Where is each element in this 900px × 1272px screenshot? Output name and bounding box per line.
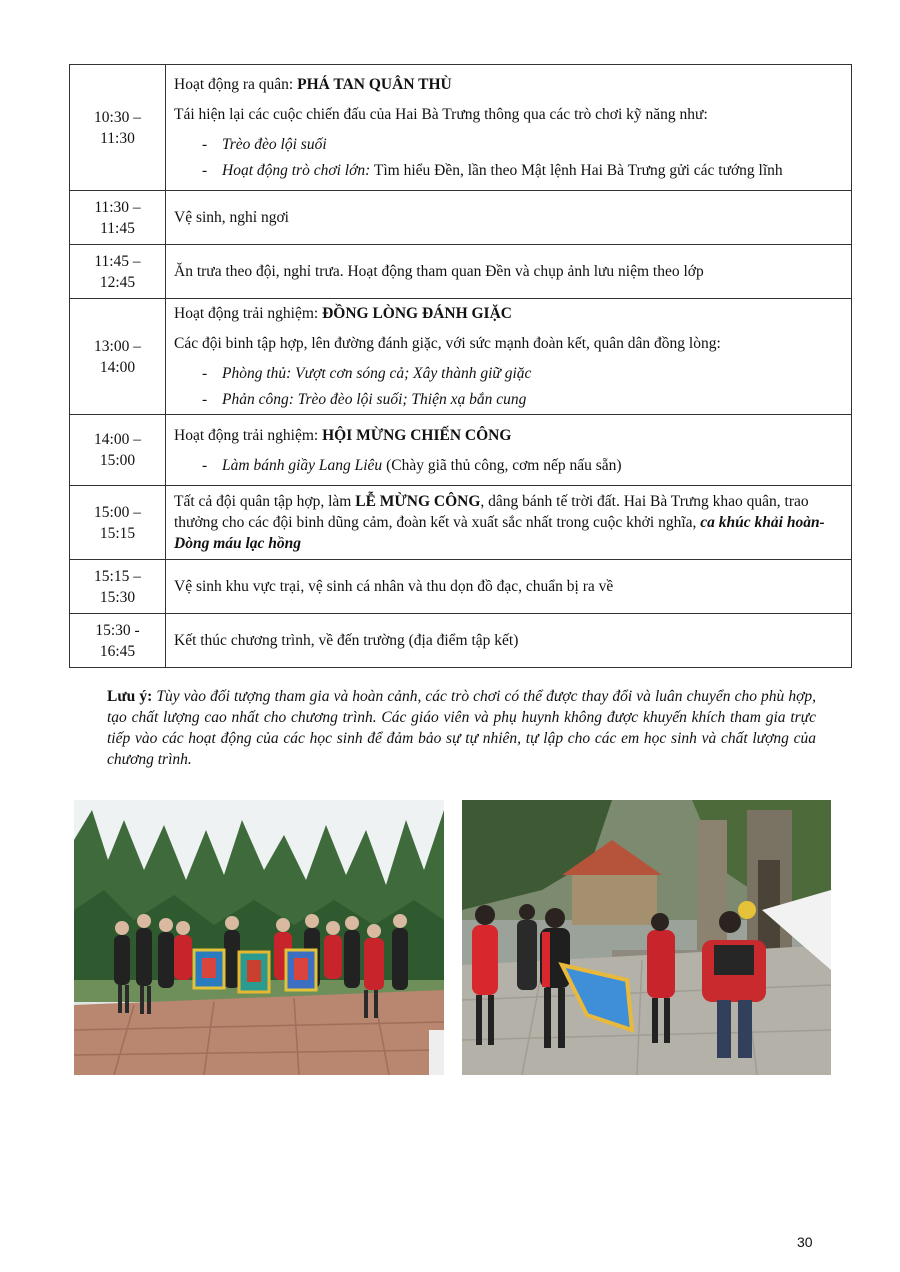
activity-title-prefix: Hoạt động trải nghiệm:: [174, 426, 323, 444]
schedule-row: [70, 65, 852, 191]
bullet-text: [222, 363, 843, 384]
bullet-text: [222, 389, 843, 410]
activity-text: Ăn trưa theo đội, nghỉ trưa. Hoạt động tham quan Đền và chụp ảnh lưu niệm theo lớp: [174, 263, 704, 280]
activity-text-part: LỄ MỪNG CÔNG: [355, 493, 481, 510]
activity-text: Kết thúc chương trình, về đến trường (địa điểm tập kết): [174, 632, 519, 649]
time-text: 14:00 –: [94, 431, 141, 448]
activity-cell: [166, 191, 852, 245]
time-text: 10:30 –: [94, 108, 141, 126]
activity-title-name: ĐỒNG LÒNG ĐÁNH GIẶC: [322, 305, 512, 322]
bullet-italic: Trèo đèo lội suối: [222, 136, 327, 153]
note-label: Lưu ý:: [107, 688, 153, 705]
activity-cell: [166, 245, 852, 299]
activity-title: [174, 425, 843, 446]
activity-text-part: Tất cả đội quân tập hợp, làm: [174, 493, 356, 510]
bullet-dash: -: [202, 162, 208, 179]
time-text: 14:00: [99, 358, 136, 376]
activity-cell: [166, 65, 852, 191]
page-number: 30: [797, 1234, 813, 1250]
bullet-text: [222, 160, 843, 181]
bullet-italic: Phản công: Trèo đèo lội suối; Thiện xạ bắn cung: [222, 391, 527, 408]
schedule-row: [70, 486, 852, 560]
bullet-rest: Tìm hiểu Đền, lần theo Mật lệnh Hai Bà Trưng gửi các tướng lĩnh: [370, 162, 783, 179]
bullet-italic: Làm bánh giầy Lang Liêu: [222, 456, 383, 474]
activity-text: Vệ sinh, nghỉ ngơi: [174, 209, 289, 226]
bullet-italic: Hoạt động trò chơi lớn:: [222, 162, 371, 179]
time-text: 12:45: [99, 273, 136, 291]
activity-cell: [166, 299, 852, 415]
note-text: Tùy vào đối tượng tham gia và hoàn cảnh, các trò chơi có thể được thay đổi và luân chuyển cho phù hợp, tạo chất lượng cao nhất cho chương trình. Các giáo viên và phụ huynh không được khuyến khích tham gia trực tiếp vào các hoạt động của các học sinh để đảm bảo sự tự nhiên, tự lập cho các em học sinh và chất lượng của chương trình.: [107, 688, 816, 768]
time-text: 11:30 –: [94, 198, 141, 216]
time-text: 13:00 –: [94, 337, 141, 355]
time-text: 15:00 –: [94, 503, 141, 521]
bullet-dash: -: [202, 136, 208, 153]
activity-bullet: [174, 455, 843, 476]
schedule-row: [70, 299, 852, 415]
activity-text: Vệ sinh khu vực trại, vệ sinh cá nhân và thu dọn đồ đạc, chuẩn bị ra về: [174, 578, 614, 595]
time-cell: [70, 65, 166, 191]
group-photo: [74, 800, 444, 1075]
time-cell: [70, 486, 166, 560]
bullet-dash: -: [202, 456, 208, 474]
activity-cell: [166, 614, 852, 668]
schedule-table: [69, 64, 852, 668]
time-cell: [70, 614, 166, 668]
bullet-dash: -: [202, 365, 208, 382]
note-paragraph: [107, 686, 816, 770]
time-text: 11:45 –: [94, 252, 141, 270]
activity-text: Tái hiện lại các cuộc chiến đấu của Hai Bà Trưng thông qua các trò chơi kỹ năng như:: [174, 106, 708, 123]
schedule-row: [70, 560, 852, 614]
activity-bullet: [174, 363, 843, 384]
time-cell: [70, 191, 166, 245]
time-cell: [70, 560, 166, 614]
time-text: 15:00: [99, 452, 136, 469]
activity-text: [174, 491, 843, 554]
activity-bullet: [174, 134, 843, 155]
time-cell: [70, 299, 166, 415]
schedule-row: [70, 191, 852, 245]
activity-title-prefix: Hoạt động ra quân:: [174, 76, 298, 93]
activity-title: [174, 303, 843, 324]
bullet-dash: -: [202, 391, 208, 408]
activity-text-part: , dâng bánh tế trời đất. Hai Bà Trưng khao quân, trao thưởng cho các đội binh dũng cảm, đoàn kết và xuất sắc nhất trong cuộc khởi nghĩa,: [174, 493, 809, 531]
time-text: 11:45: [100, 219, 135, 237]
activity-title: [174, 74, 843, 95]
time-cell: [70, 415, 166, 486]
activity-bullet: [174, 389, 843, 410]
time-text: 16:45: [99, 642, 136, 660]
activity-photo: [462, 800, 831, 1075]
activity-title-name: HỘI MỪNG CHIẾN CÔNG: [322, 426, 512, 444]
time-text: 15:30 -: [95, 621, 140, 639]
activity-cell: [166, 486, 852, 560]
bullet-rest: (Chày giã thủ công, cơm nếp nấu sẵn): [382, 456, 622, 474]
time-text: 15:15: [99, 524, 136, 542]
activity-title-prefix: Hoạt động trải nghiệm:: [174, 305, 323, 322]
time-text: 15:30: [99, 588, 136, 606]
activity-cell: [166, 415, 852, 486]
bullet-italic: Phòng thủ: Vượt cơn sóng cả; Xây thành giữ giặc: [222, 365, 532, 382]
bullet-text: [222, 134, 843, 155]
schedule-row: [70, 614, 852, 668]
bullet-text: [222, 455, 843, 476]
activity-bullet: [174, 160, 843, 181]
activity-cell: [166, 560, 852, 614]
time-cell: [70, 245, 166, 299]
activity-text-part: ca khúc khải hoàn- Dòng máu lạc hồng: [174, 514, 825, 552]
time-text: 11:30: [100, 129, 135, 147]
schedule-row: [70, 415, 852, 486]
activity-title-name: PHÁ TAN QUÂN THÙ: [297, 76, 452, 93]
time-text: 15:15 –: [94, 567, 141, 585]
schedule-row: [70, 245, 852, 299]
activity-text: Các đội binh tập hợp, lên đường đánh giặc, với sức mạnh đoàn kết, quân dân đồng lòng:: [174, 335, 721, 352]
